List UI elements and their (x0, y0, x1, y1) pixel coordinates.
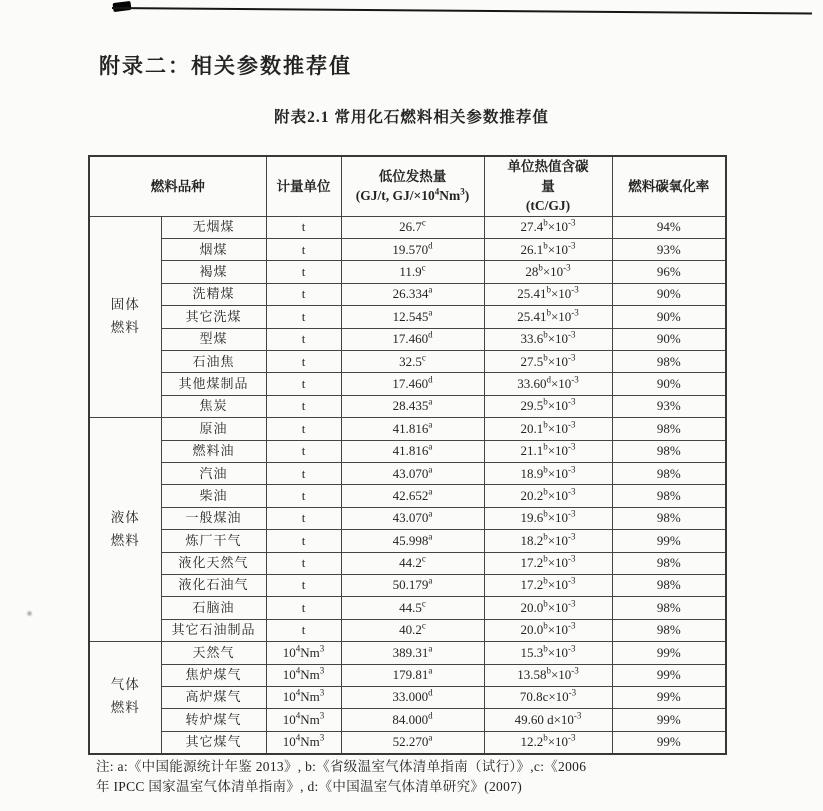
fuel-name-cell: 石脑油 (161, 597, 266, 619)
unit-cell: $10^4Nm^3$ (266, 731, 341, 753)
oxidation-rate-cell: 98% (612, 574, 726, 596)
table-row (89, 306, 726, 328)
carbon-content-cell: $33.60^d\times 10^{-3}$ (484, 373, 612, 395)
unit-cell: t (266, 239, 341, 261)
heating-value-cell: 52.270$^a$ (341, 731, 484, 753)
carbon-content-cell: $29.5^b\times 10^{-3}$ (484, 395, 612, 417)
oxidation-rate-cell: 98% (612, 619, 726, 641)
oxidation-rate-cell: 90% (612, 283, 726, 305)
unit-cell: t (266, 328, 341, 350)
fuel-name-cell: 褐煤 (161, 261, 266, 283)
table-row (89, 619, 726, 641)
oxidation-rate-cell: 98% (612, 597, 726, 619)
heating-value-cell: 17.460$^d$ (341, 373, 484, 395)
carbon-content-cell: 49.60 $d\times 10^{-3}$ (484, 709, 612, 731)
unit-cell: t (266, 216, 341, 238)
oxidation-rate-cell: 99% (612, 709, 726, 731)
heating-value-cell: 45.998$^a$ (341, 530, 484, 552)
fuel-name-cell: 一般煤油 (161, 507, 266, 529)
fuel-group-cell-0: 固体燃料 (89, 216, 161, 418)
fuel-name-cell: 其它洗煤 (161, 306, 266, 328)
fuel-name-cell: 液化天然气 (161, 552, 266, 574)
carbon-content-cell: $18.9^b\times 10^{-3}$ (484, 462, 612, 484)
unit-cell: t (266, 530, 341, 552)
heating-value-cell: 41.816$^a$ (341, 440, 484, 462)
carbon-content-cell: $20.2^b\times 10^{-3}$ (484, 485, 612, 507)
carbon-content-cell: $15.3^b\times 10^{-3}$ (484, 642, 612, 664)
page-title: 附录二：相关参数推荐值 (99, 54, 352, 78)
table-row (89, 597, 726, 619)
oxidation-rate-cell: 90% (612, 306, 726, 328)
heating-value-cell: 44.5$^c$ (341, 597, 484, 619)
unit-cell: $10^4Nm^3$ (266, 664, 341, 686)
heating-value-cell: 41.816$^a$ (341, 418, 484, 440)
unit-cell: t (266, 351, 341, 373)
fuel-name-cell: 焦炭 (161, 395, 266, 417)
oxidation-rate-cell: 90% (612, 373, 726, 395)
table-row (89, 462, 726, 484)
table-row (89, 552, 726, 574)
heating-value-cell: 28.435$^a$ (341, 395, 484, 417)
fuel-name-cell: 石油焦 (161, 351, 266, 373)
table-row (89, 328, 726, 350)
carbon-content-cell: $20.1^b\times 10^{-3}$ (484, 418, 612, 440)
carbon-content-cell: $25.41^b\times 10^{-3}$ (484, 306, 612, 328)
oxidation-rate-cell: 98% (612, 440, 726, 462)
heating-value-cell: 26.334$^a$ (341, 283, 484, 305)
table-row (89, 686, 726, 708)
table-row (89, 664, 726, 686)
fuel-name-cell: 洗精煤 (161, 283, 266, 305)
table-row (89, 574, 726, 596)
oxidation-rate-cell: 99% (612, 731, 726, 753)
unit-cell: $10^4Nm^3$ (266, 709, 341, 731)
oxidation-rate-cell: 99% (612, 642, 726, 664)
table-body (89, 216, 726, 753)
oxidation-rate-cell: 90% (612, 328, 726, 350)
oxidation-rate-cell: 98% (612, 507, 726, 529)
heating-value-cell: 33.000$^d$ (341, 686, 484, 708)
unit-cell: t (266, 283, 341, 305)
fuel-name-cell: 其他煤制品 (161, 373, 266, 395)
table-row (89, 709, 726, 731)
heating-value-cell: 50.179$^a$ (341, 574, 484, 596)
carbon-content-cell: $27.4^b\times 10^{-3}$ (484, 216, 612, 238)
carbon-content-cell: $70.8c\times 10^{-3}$ (484, 686, 612, 708)
heating-value-cell: 26.7$^c$ (341, 216, 484, 238)
carbon-content-cell: $17.2^b\times 10^{-3}$ (484, 552, 612, 574)
oxidation-rate-cell: 99% (612, 530, 726, 552)
oxidation-rate-cell: 96% (612, 261, 726, 283)
unit-cell: t (266, 552, 341, 574)
table-row (89, 731, 726, 753)
column-header-unit: 计量单位 (266, 156, 341, 216)
heating-value-cell: 40.2$^c$ (341, 619, 484, 641)
table-caption: 附表2.1 常用化石燃料相关参数推荐值 (274, 109, 549, 126)
heating-value-cell: 19.570$^d$ (341, 239, 484, 261)
heating-value-cell: 179.81$^a$ (341, 664, 484, 686)
heating-value-cell: 43.070$^a$ (341, 507, 484, 529)
unit-cell: t (266, 485, 341, 507)
unit-cell: t (266, 619, 341, 641)
heating-value-cell: 12.545$^a$ (341, 306, 484, 328)
fuel-name-cell: 无烟煤 (161, 216, 266, 238)
column-header-oxidation: 燃料碳氧化率 (612, 156, 726, 216)
heating-value-cell: 43.070$^a$ (341, 462, 484, 484)
fuel-name-cell: 天然气 (161, 642, 266, 664)
fuel-name-cell: 转炉煤气 (161, 709, 266, 731)
carbon-content-cell: $27.5^b\times 10^{-3}$ (484, 351, 612, 373)
oxidation-rate-cell: 98% (612, 485, 726, 507)
carbon-content-cell: $13.58^b\times 10^{-3}$ (484, 664, 612, 686)
heating-value-cell: 17.460$^d$ (341, 328, 484, 350)
oxidation-rate-cell: 98% (612, 552, 726, 574)
oxidation-rate-cell: 93% (612, 395, 726, 417)
fuel-name-cell: 燃料油 (161, 440, 266, 462)
fuel-name-cell: 汽油 (161, 462, 266, 484)
oxidation-rate-cell: 98% (612, 418, 726, 440)
unit-cell: t (266, 395, 341, 417)
unit-cell: $10^4Nm^3$ (266, 686, 341, 708)
fuel-name-cell: 原油 (161, 418, 266, 440)
fuel-name-cell: 焦炉煤气 (161, 664, 266, 686)
unit-cell: t (266, 597, 341, 619)
oxidation-rate-cell: 93% (612, 239, 726, 261)
footnote-line-2: 年 IPCC 国家温室气体清单指南》, d:《中国温室气体清单研究》(2007) (96, 779, 523, 794)
footnote-line-1: 注: a:《中国能源统计年鉴 2013》, b:《省级温室气体清单指南（试行）》,c:《2006 (96, 759, 587, 774)
fuel-name-cell: 型煤 (161, 328, 266, 350)
scan-line-artifact (112, 7, 812, 14)
oxidation-rate-cell: 98% (612, 351, 726, 373)
carbon-content-cell: $17.2^b\times 10^{-3}$ (484, 574, 612, 596)
unit-cell: t (266, 373, 341, 395)
carbon-content-cell: $20.0^b\times 10^{-3}$ (484, 597, 612, 619)
table-row (89, 485, 726, 507)
carbon-content-cell: $28^b\times 10^{-3}$ (484, 261, 612, 283)
unit-cell: $10^4Nm^3$ (266, 642, 341, 664)
fuel-parameters-table (88, 155, 727, 755)
unit-cell: t (266, 574, 341, 596)
column-header-heating: 低位发热量 (GJ/t, $GJ/\times 10^4Nm^3$) (341, 156, 484, 216)
scan-margin-smudge (26, 610, 33, 617)
oxidation-rate-cell: 99% (612, 664, 726, 686)
heating-value-cell: 42.652$^a$ (341, 485, 484, 507)
carbon-content-cell: $20.0^b\times 10^{-3}$ (484, 619, 612, 641)
heating-value-cell: 11.9$^c$ (341, 261, 484, 283)
unit-cell: t (266, 306, 341, 328)
carbon-content-cell: $25.41^b\times 10^{-3}$ (484, 283, 612, 305)
unit-cell: t (266, 462, 341, 484)
heating-value-cell: 44.2$^c$ (341, 552, 484, 574)
fuel-name-cell: 高炉煤气 (161, 686, 266, 708)
table-row (89, 507, 726, 529)
oxidation-rate-cell: 99% (612, 686, 726, 708)
carbon-content-cell: $12.2^b\times 10^{-3}$ (484, 731, 612, 753)
fuel-name-cell: 柴油 (161, 485, 266, 507)
unit-cell: t (266, 418, 341, 440)
oxidation-rate-cell: 98% (612, 462, 726, 484)
fuel-name-cell: 液化石油气 (161, 574, 266, 596)
table-row (89, 395, 726, 417)
unit-cell: t (266, 507, 341, 529)
heating-value-cell: 389.31$^a$ (341, 642, 484, 664)
column-header-fuel: 燃料品种 (89, 156, 266, 216)
fuel-name-cell: 炼厂干气 (161, 530, 266, 552)
table-row (89, 373, 726, 395)
carbon-content-cell: $21.1^b\times 10^{-3}$ (484, 440, 612, 462)
carbon-content-cell: $26.1^b\times 10^{-3}$ (484, 239, 612, 261)
table-row (89, 418, 726, 440)
oxidation-rate-cell: 94% (612, 216, 726, 238)
column-header-carbon: 单位热值含碳 量 (tC/GJ) (484, 156, 612, 216)
fuel-name-cell: 其它石油制品 (161, 619, 266, 641)
table-row (89, 239, 726, 261)
carbon-content-cell: $19.6^b\times 10^{-3}$ (484, 507, 612, 529)
fuel-name-cell: 烟煤 (161, 239, 266, 261)
table-row (89, 642, 726, 664)
table-row (89, 530, 726, 552)
fuel-group-cell-1: 液体燃料 (89, 418, 161, 642)
table-header (89, 156, 726, 216)
heating-value-cell: 32.5$^c$ (341, 351, 484, 373)
unit-cell: t (266, 261, 341, 283)
heating-value-cell: 84.000$^d$ (341, 709, 484, 731)
fuel-name-cell: 其它煤气 (161, 731, 266, 753)
carbon-content-cell: $33.6^b\times 10^{-3}$ (484, 328, 612, 350)
table-row (89, 351, 726, 373)
table-row (89, 440, 726, 462)
table-row (89, 261, 726, 283)
unit-cell: t (266, 440, 341, 462)
fuel-group-cell-2: 气体燃料 (89, 642, 161, 754)
table-row (89, 216, 726, 238)
carbon-content-cell: $18.2^b\times 10^{-3}$ (484, 530, 612, 552)
table-row (89, 283, 726, 305)
footnote (96, 757, 744, 797)
